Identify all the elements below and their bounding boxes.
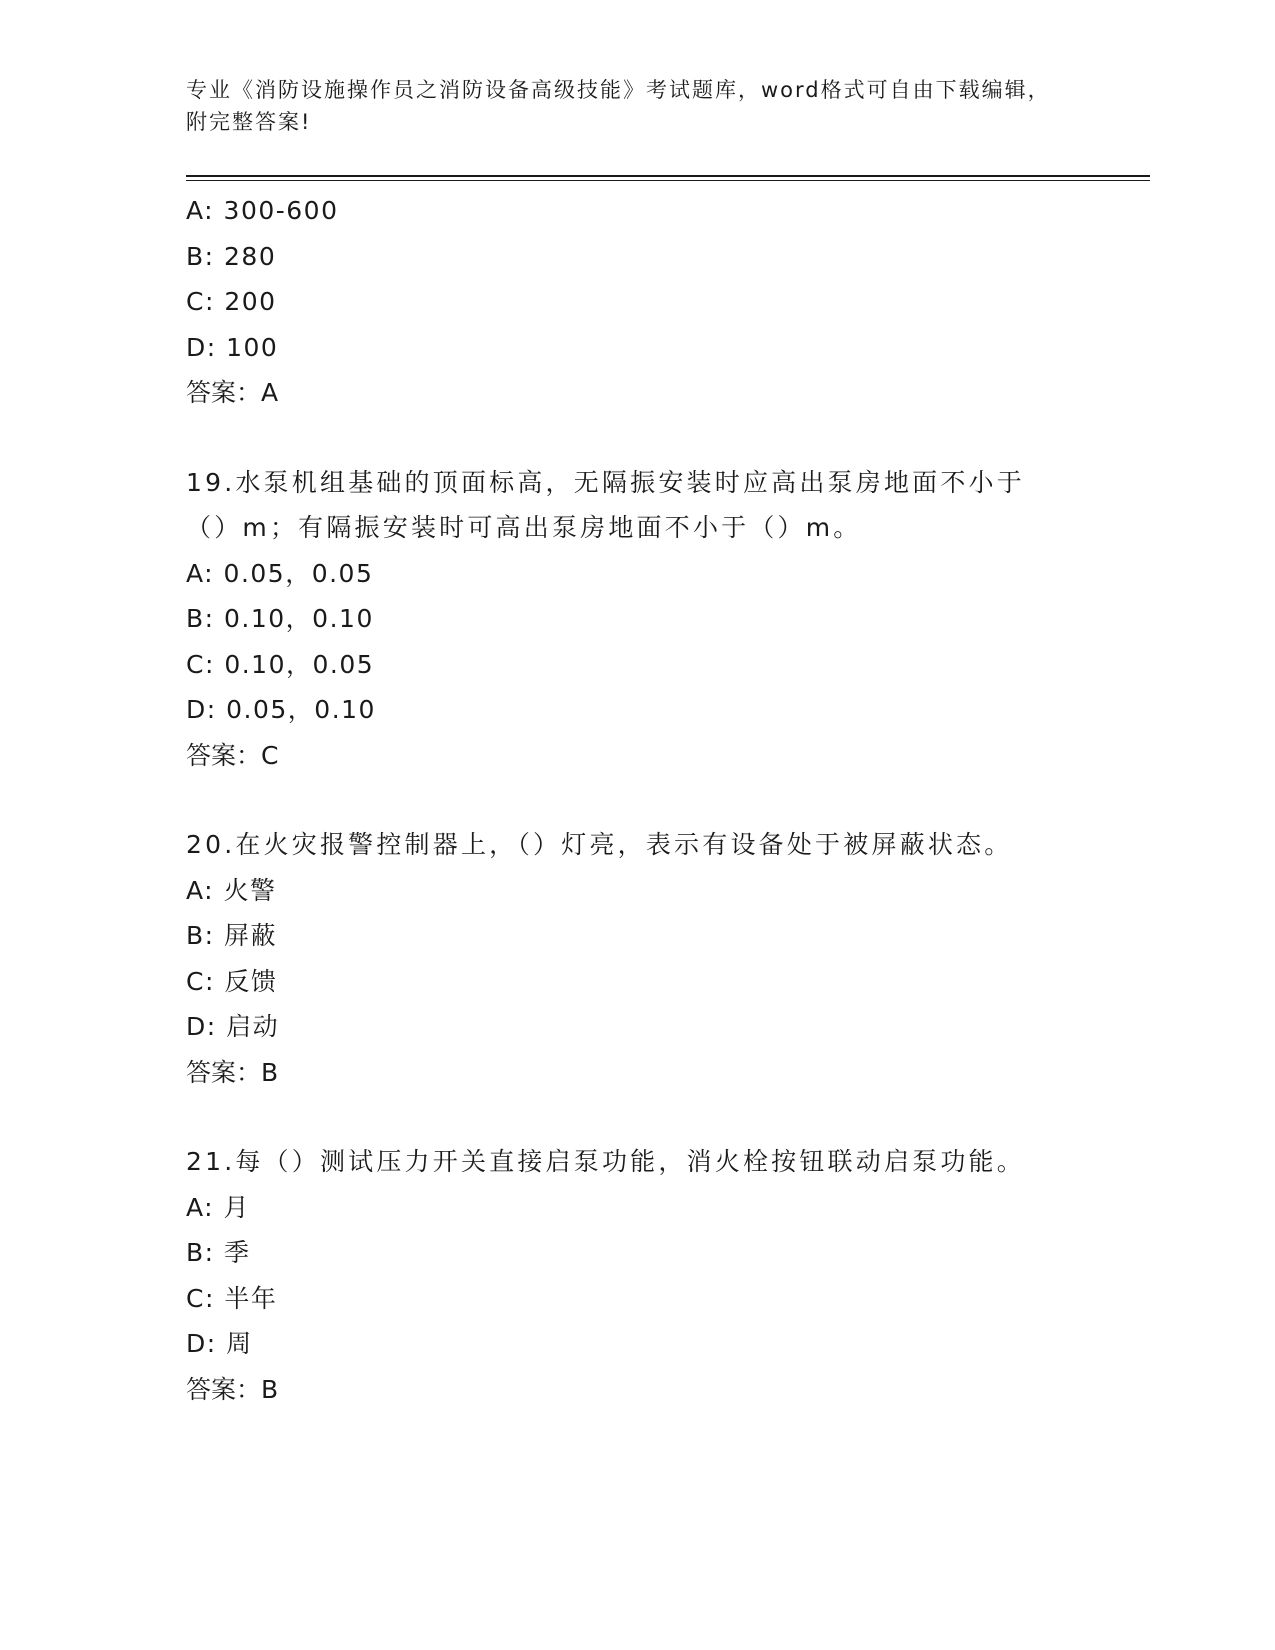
question-text: 19.水泵机组基础的顶面标高，无隔振安装时应高出泵房地面不小于（）m；有隔振安装时可高出泵房地面不小于（）m。 — [186, 467, 1025, 542]
option-c: C: 0.10，0.05 — [186, 649, 375, 679]
question-text: 20.在火灾报警控制器上，（）灯亮，表示有设备处于被屏蔽状态。 — [186, 830, 1013, 859]
spacer — [186, 1095, 1066, 1139]
question-block-19 — [186, 460, 1066, 779]
option-a: A: 火警 — [186, 875, 277, 905]
option-b: B: 屏蔽 — [186, 921, 278, 950]
header-divider-thick — [186, 175, 1150, 177]
option-b: B: 280 — [186, 241, 277, 271]
option-a: A: 月 — [186, 1192, 251, 1222]
option-c: C: 半年 — [186, 1283, 278, 1313]
spacer — [186, 416, 1066, 460]
question-block-prev — [186, 188, 1066, 416]
answer-line: 答案：C — [186, 740, 279, 770]
option-d: D: 周 — [186, 1329, 253, 1358]
document-intro: 专业《消防设施操作员之消防设备高级技能》考试题库，word格式可自由下载编辑，附完整答案! — [186, 78, 1051, 134]
option-b: B: 0.10，0.10 — [186, 604, 374, 633]
option-c: C: 反馈 — [186, 966, 278, 996]
answer-line: 答案：B — [186, 1374, 279, 1404]
option-d: D: 0.05，0.10 — [186, 695, 376, 724]
question-block-20 — [186, 822, 1066, 1095]
option-c: C: 200 — [186, 287, 277, 316]
question-list — [186, 188, 1066, 1412]
option-a: A: 0.05，0.05 — [186, 558, 374, 588]
option-d: D: 100 — [186, 332, 279, 362]
answer-line: 答案：A — [186, 378, 279, 407]
answer-line: 答案：B — [186, 1057, 279, 1087]
option-a: A: 300-600 — [186, 196, 339, 225]
spacer — [186, 778, 1066, 822]
question-text: 21.每（）测试压力开关直接启泵功能，消火栓按钮联动启泵功能。 — [186, 1147, 1025, 1176]
question-block-21 — [186, 1139, 1066, 1412]
option-d: D: 启动 — [186, 1012, 280, 1041]
option-b: B: 季 — [186, 1238, 251, 1267]
header-divider-thin — [186, 180, 1150, 181]
